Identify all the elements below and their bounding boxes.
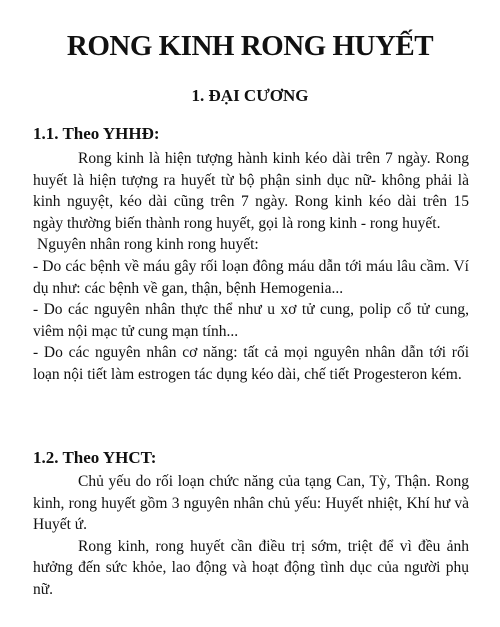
- cause-item: - Do các nguyên nhân cơ năng: tất cả mọi nguyên nhân dẫn tới rối loạn nội tiết làm estrogen tác dụng kéo dài, chế tiết Progesteron kém.: [33, 344, 469, 383]
- subsection-heading-yhct: 1.2. Theo YHCT:: [33, 448, 157, 467]
- cause-item: - Do các nguyên nhân thực thể như u xơ tử cung, polip cổ tử cung, viêm nội mạc tử cung mạn tính...: [33, 301, 469, 340]
- subsection-body-yhhd: [33, 148, 469, 386]
- causes-heading: Nguyên nhân rong kinh rong huyết:: [37, 236, 259, 254]
- cause-item: - Do các bệnh về máu gây rối loạn đông máu dẫn tới máu lâu cầm. Ví dụ như: các bệnh về gan, thận, bệnh Hemogenia...: [33, 257, 469, 297]
- subsection-heading-yhhd: 1.1. Theo YHHĐ:: [33, 124, 160, 143]
- document-title: RONG KINH RONG HUYẾT: [66, 30, 434, 62]
- subsection-body-yhct: [33, 471, 469, 601]
- section-heading: 1. ĐẠI CƯƠNG: [191, 86, 309, 105]
- treatment-paragraph: Rong kinh, rong huyết cần điều trị sớm, triệt để vì đều ảnh hưởng đến sức khỏe, lao động và hoạt động tình dục của người phụ nữ.: [33, 537, 469, 598]
- yhct-paragraph: Chủ yếu do rối loạn chức năng của tạng Can, Tỳ, Thận. Rong kinh, rong huyết gồm 3 nguyên nhân chủ yếu: Huyết nhiệt, Khí hư và Huyết ứ.: [33, 473, 469, 534]
- definition-paragraph: Rong kinh là hiện tượng hành kinh kéo dài trên 7 ngày. Rong huyết là hiện tượng ra huyết từ bộ phận sinh dục nữ- không phải là kinh nguyệt, kéo dài cũng trên 7 ngày. Rong kinh kéo dài trên 15 ngày thường biến thành rong huyết, gọi là rong kinh - rong huyết.: [33, 150, 469, 232]
